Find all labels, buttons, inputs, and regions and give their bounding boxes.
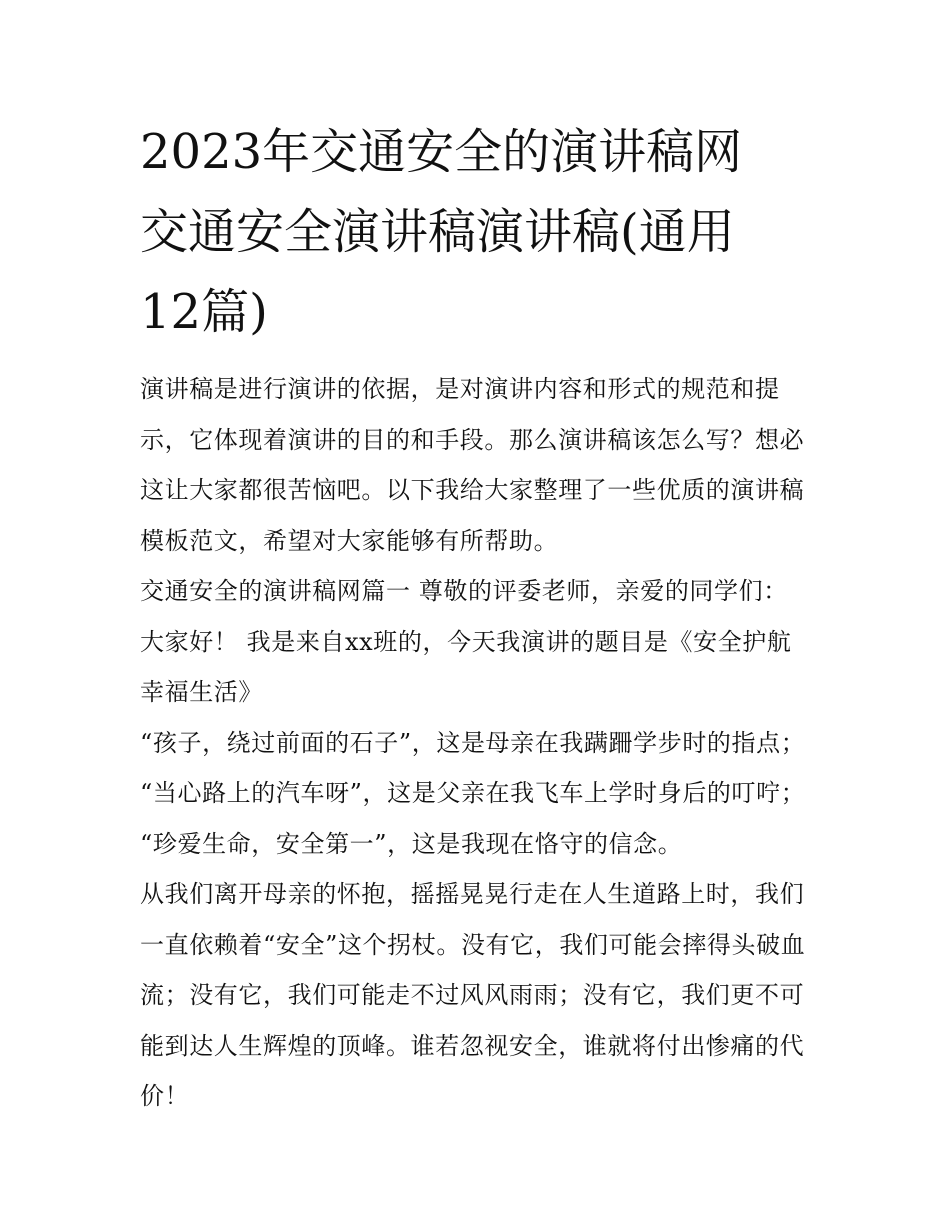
document-body — [140, 112, 820, 1122]
section-heading-paragraph — [140, 566, 820, 617]
paragraph-line: “珍爱生命，安全第一”，这是我现在恪守的信念。 — [140, 829, 683, 858]
paragraph-line: “当心路上的汽车呀”，这是父亲在我飞车上学时身后的叮咛； — [140, 779, 806, 807]
title-line: 交通安全演讲稿演讲稿(通用 — [140, 204, 735, 260]
paragraph-line: 示，它体现着演讲的目的和手段。那么演讲稿该怎么写？想必 — [140, 425, 805, 454]
paragraph-line: 流；没有它，我们可能走不过风风雨雨；没有它，我们更不可 — [140, 981, 805, 1009]
title-line: 12篇) — [140, 284, 268, 340]
paragraph-line: “孩子，绕过前面的石子”，这是母亲在我蹒跚学步时的指点； — [140, 728, 806, 757]
paragraph-line: 能到达人生辉煌的顶峰。谁若忽视安全，谁就将付出惨痛的代 — [140, 1031, 805, 1060]
body-paragraph — [140, 869, 820, 1122]
quote-paragraph — [140, 819, 820, 870]
paragraph-line: 大家好！ 我是来自xx班的，今天我演讲的题目是《安全护航 — [140, 627, 792, 656]
title-line: 2023年交通安全的演讲稿网 — [140, 124, 743, 180]
intro-paragraph — [140, 364, 820, 566]
paragraph-line: 这让大家都很苦恼吧。以下我给大家整理了一些优质的演讲稿 — [140, 476, 805, 504]
paragraph-line: 演讲稿是进行演讲的依据，是对演讲内容和形式的规范和提 — [140, 375, 780, 403]
paragraph-line: 交通安全的演讲稿网篇一 尊敬的评委老师，亲爱的同学们： — [140, 577, 788, 605]
quote-paragraph — [140, 718, 820, 769]
quote-paragraph — [140, 768, 820, 819]
document-title — [140, 112, 820, 352]
greeting-paragraph — [140, 617, 820, 718]
paragraph-line: 从我们离开母亲的怀抱，摇摇晃晃行走在人生道路上时，我们 — [140, 880, 805, 908]
paragraph-line: 模板范文，希望对大家能够有所帮助。 — [140, 526, 559, 555]
paragraph-line: 幸福生活》 — [140, 678, 263, 706]
paragraph-line: 价！ — [140, 1082, 190, 1110]
paragraph-line: 一直依赖着“安全”这个拐杖。没有它，我们可能会摔得头破血 — [140, 930, 806, 959]
